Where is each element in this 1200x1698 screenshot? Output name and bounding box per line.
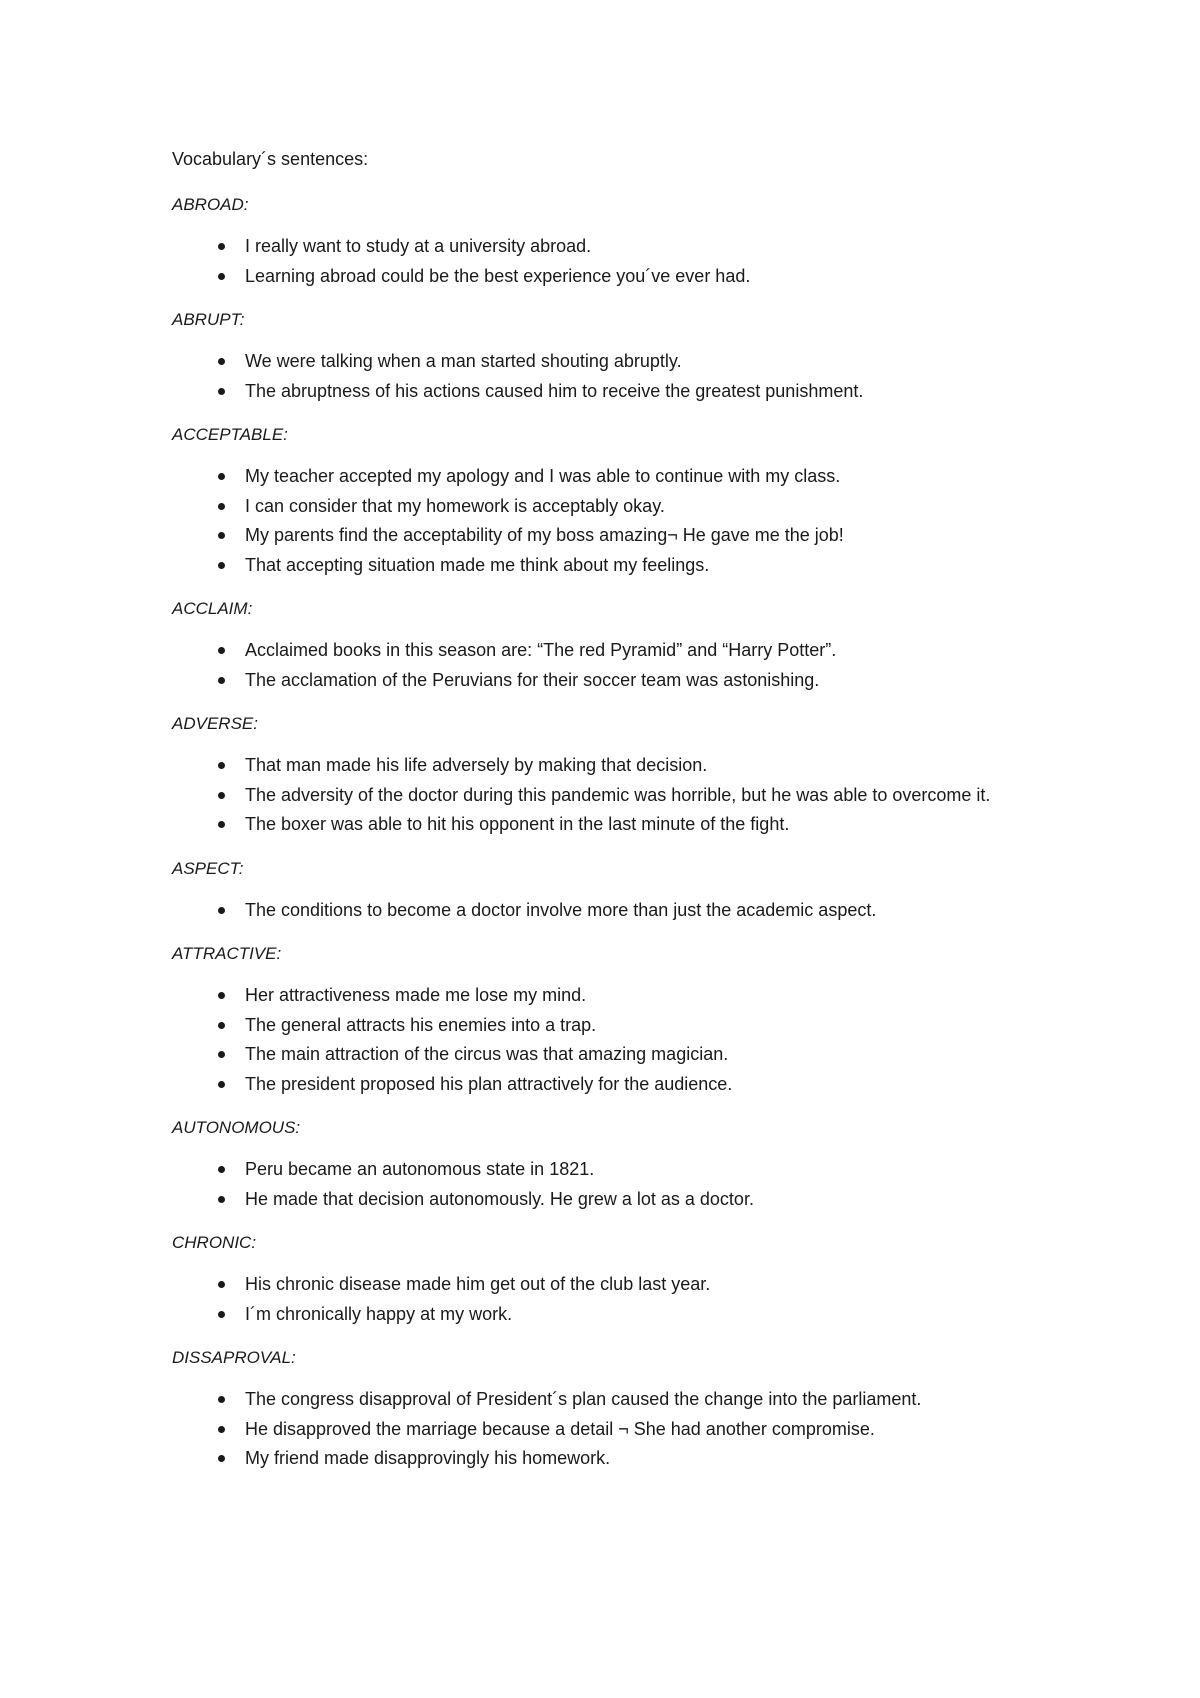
- list-item: [172, 1155, 1072, 1185]
- sentence-text: My parents find the acceptability of my boss amazing¬ He gave me the job!: [245, 525, 844, 545]
- list-item: [172, 262, 1072, 292]
- bullet-icon: [218, 792, 225, 799]
- sentence-text: The conditions to become a doctor involve more than just the academic aspect.: [245, 899, 877, 920]
- bullet-icon: [218, 1022, 225, 1029]
- sentence-text: I´m chronically happy at my work.: [245, 1303, 513, 1324]
- vocabulary-section: [172, 192, 1072, 291]
- sentence-list: [172, 347, 1072, 406]
- bullet-icon: [218, 1311, 225, 1318]
- bullet-icon: [218, 1196, 225, 1203]
- sentence-text: The main attraction of the circus was that amazing magician.: [245, 1044, 729, 1064]
- list-item: [172, 666, 1072, 696]
- vocabulary-section: [172, 422, 1072, 580]
- list-item: [172, 347, 1072, 377]
- sentence-text: That accepting situation made me think about my feelings.: [245, 554, 710, 575]
- sentence-text: He disapproved the marriage because a detail ¬ She had another compromise.: [245, 1418, 875, 1439]
- sentence-text: I really want to study at a university abroad.: [245, 236, 592, 256]
- vocabulary-section: [172, 1345, 1072, 1474]
- list-item: [172, 636, 1072, 666]
- bullet-icon: [218, 532, 225, 539]
- list-item: [172, 232, 1072, 262]
- list-item: [172, 1300, 1072, 1330]
- document-body: [172, 146, 1072, 1490]
- list-item: [172, 462, 1072, 492]
- bullet-icon: [218, 1166, 225, 1173]
- list-item: [172, 781, 1072, 811]
- bullet-icon: [218, 473, 225, 480]
- list-item: [172, 1444, 1072, 1474]
- sentence-list: [172, 1385, 1072, 1474]
- bullet-icon: [218, 1426, 225, 1433]
- sentence-text: Peru became an autonomous state in 1821.: [245, 1159, 595, 1179]
- sentence-list: [172, 1155, 1072, 1214]
- bullet-icon: [218, 677, 225, 684]
- list-item: [172, 521, 1072, 551]
- bullet-icon: [218, 1051, 225, 1058]
- list-item: [172, 1270, 1072, 1300]
- vocabulary-section: [172, 307, 1072, 406]
- sentence-list: [172, 981, 1072, 1099]
- vocabulary-section: [172, 1115, 1072, 1214]
- bullet-icon: [218, 562, 225, 569]
- sentence-text: The president proposed his plan attractively for the audience.: [245, 1073, 733, 1094]
- bullet-icon: [218, 1081, 225, 1088]
- bullet-icon: [218, 762, 225, 769]
- section-heading: AUTONOMOUS:: [172, 1118, 301, 1137]
- sentence-text: Learning abroad could be the best experience you´ve ever had.: [245, 265, 751, 286]
- section-heading: CHRONIC:: [172, 1233, 257, 1252]
- list-item: [172, 492, 1072, 522]
- section-heading: ASPECT:: [172, 858, 244, 878]
- bullet-icon: [218, 503, 225, 510]
- vocabulary-section: [172, 941, 1072, 1099]
- bullet-icon: [218, 358, 225, 365]
- section-heading: ACCEPTABLE:: [172, 425, 288, 444]
- bullet-icon: [218, 243, 225, 250]
- section-heading: ABRUPT:: [172, 310, 245, 329]
- section-heading: ATTRACTIVE:: [172, 944, 282, 963]
- sentence-text: His chronic disease made him get out of the club last year.: [245, 1274, 711, 1294]
- list-item: [172, 751, 1072, 781]
- document-title: Vocabulary´s sentences:: [172, 149, 369, 169]
- sentence-text: The acclamation of the Peruvians for their soccer team was astonishing.: [245, 669, 820, 690]
- sentence-list: [172, 636, 1072, 695]
- sentence-text: The abruptness of his actions caused him to receive the greatest punishment.: [245, 380, 864, 401]
- list-item: [172, 1040, 1072, 1070]
- sentence-text: We were talking when a man started shouting abruptly.: [245, 351, 682, 371]
- list-item: [172, 1185, 1072, 1215]
- sentence-text: That man made his life adversely by making that decision.: [245, 755, 708, 775]
- section-heading: ABROAD:: [172, 195, 249, 214]
- sentence-text: My friend made disapprovingly his homework.: [245, 1448, 611, 1468]
- bullet-icon: [218, 647, 225, 654]
- list-item: [172, 1070, 1072, 1100]
- vocabulary-section: [172, 711, 1072, 840]
- section-heading: ACCLAIM:: [172, 599, 253, 618]
- vocabulary-section: [172, 856, 1072, 926]
- vocabulary-sections: [172, 192, 1072, 1474]
- list-item: [172, 896, 1072, 926]
- list-item: [172, 377, 1072, 407]
- sentence-text: The general attracts his enemies into a trap.: [245, 1014, 597, 1035]
- sentence-text: The congress disapproval of President´s plan caused the change into the parliament.: [245, 1389, 922, 1409]
- list-item: [172, 810, 1072, 840]
- vocabulary-section: [172, 596, 1072, 695]
- section-heading: DISSAPROVAL:: [172, 1348, 296, 1367]
- list-item: [172, 1011, 1072, 1041]
- bullet-icon: [218, 821, 225, 828]
- bullet-icon: [218, 1396, 225, 1403]
- sentence-text: The adversity of the doctor during this pandemic was horrible, but he was able to overcome it.: [245, 784, 991, 805]
- bullet-icon: [218, 992, 225, 999]
- sentence-list: [172, 751, 1072, 840]
- list-item: [172, 1415, 1072, 1445]
- list-item: [172, 981, 1072, 1011]
- section-heading: ADVERSE:: [172, 714, 258, 733]
- bullet-icon: [218, 1455, 225, 1462]
- sentence-text: Acclaimed books in this season are: “The red Pyramid” and “Harry Potter”.: [245, 640, 837, 660]
- vocabulary-section: [172, 1230, 1072, 1329]
- list-item: [172, 551, 1072, 581]
- sentence-list: [172, 896, 1072, 926]
- sentence-list: [172, 232, 1072, 291]
- sentence-list: [172, 1270, 1072, 1329]
- sentence-text: My teacher accepted my apology and I was able to continue with my class.: [245, 466, 841, 486]
- bullet-icon: [218, 388, 225, 395]
- list-item: [172, 1385, 1072, 1415]
- sentence-list: [172, 462, 1072, 580]
- bullet-icon: [218, 1281, 225, 1288]
- sentence-text: Her attractiveness made me lose my mind.: [245, 985, 587, 1005]
- sentence-text: He made that decision autonomously. He grew a lot as a doctor.: [245, 1188, 754, 1209]
- sentence-text: I can consider that my homework is acceptably okay.: [245, 495, 665, 516]
- bullet-icon: [218, 907, 225, 914]
- sentence-text: The boxer was able to hit his opponent in the last minute of the fight.: [245, 814, 790, 834]
- bullet-icon: [218, 273, 225, 280]
